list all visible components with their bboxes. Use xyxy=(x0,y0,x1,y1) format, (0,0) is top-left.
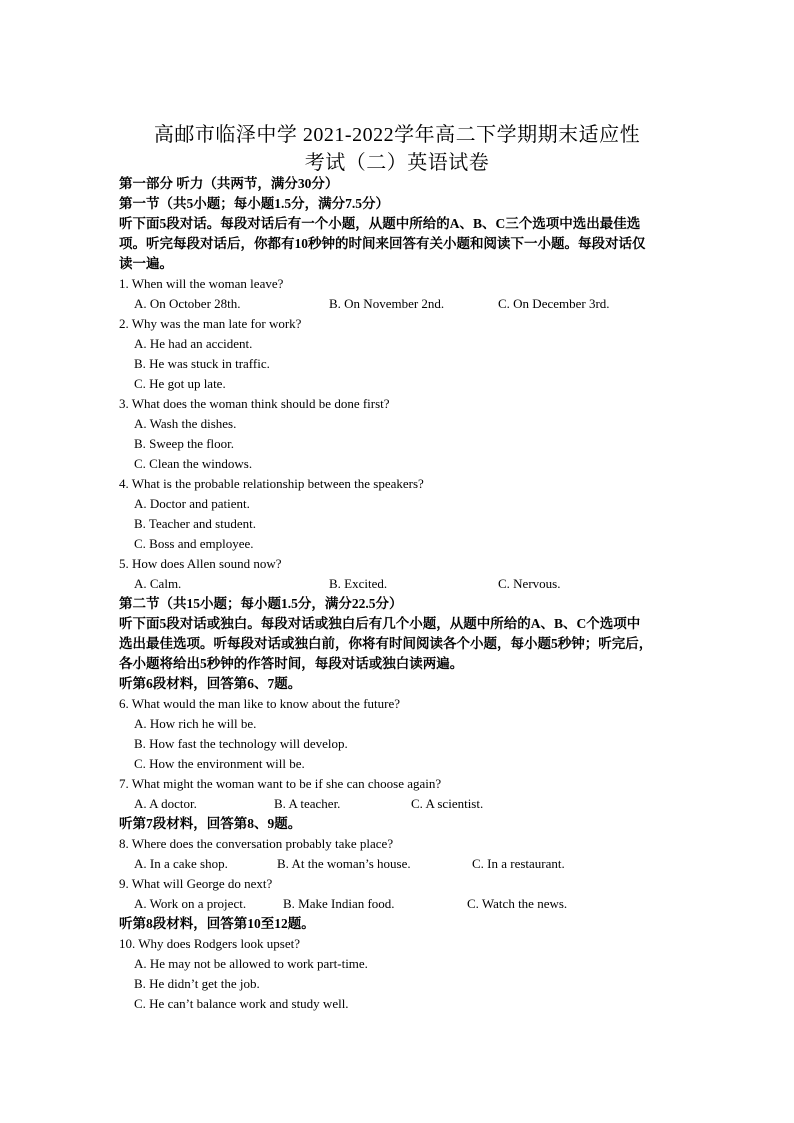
question-4-stem: 4. What is the probable relationship between the speakers? xyxy=(119,476,424,491)
material-7-heading: 听第7段材料，回答第8、9题。 xyxy=(119,816,302,831)
question-7-stem: 7. What might the woman want to be if she can choose again? xyxy=(119,776,442,791)
exam-title-line2: 考试（二）英语试卷 xyxy=(304,152,490,174)
question-3-option-b: B. Sweep the floor. xyxy=(134,436,235,451)
material-6-heading: 听第6段材料，回答第6、7题。 xyxy=(119,676,302,691)
section1-heading: 第一节（共5小题；每小题1.5分，满分7.5分） xyxy=(119,196,389,211)
question-9-stem: 9. What will George do next? xyxy=(119,876,273,891)
question-4-option-c: C. Boss and employee. xyxy=(134,536,254,551)
question-3-option-c: C. Clean the windows. xyxy=(134,456,253,471)
question-2-stem: 2. Why was the man late for work? xyxy=(119,316,302,331)
question-3-option-a: A. Wash the dishes. xyxy=(134,416,237,431)
question-10-option-a: A. He may not be allowed to work part-time. xyxy=(134,956,368,971)
question-1-option-a: A. On October 28th. xyxy=(134,296,241,311)
exam-title-line1: 高邮市临泽中学 2021-2022学年高二下学期期末适应性 xyxy=(153,124,641,146)
question-3-stem: 3. What does the woman think should be done first? xyxy=(119,396,390,411)
section2-instruction-line3: 各小题将给出5秒钟的作答时间，每段对话或独白读两遍。 xyxy=(119,656,464,671)
question-2-option-c: C. He got up late. xyxy=(134,376,226,391)
question-6-option-c: C. How the environment will be. xyxy=(134,756,305,771)
question-2-option-a: A. He had an accident. xyxy=(134,336,253,351)
section1-instruction-line3: 读一遍。 xyxy=(119,256,173,271)
part1-heading: 第一部分 听力（共两节，满分30分） xyxy=(119,176,339,191)
question-8-stem: 8. Where does the conversation probably take place? xyxy=(119,836,394,851)
section2-instruction-line2: 选出最佳选项。听每段对话或独白前，你将有时间阅读各个小题，每小题5秒钟；听完后， xyxy=(119,636,653,651)
question-10-stem: 10. Why does Rodgers look upset? xyxy=(119,936,301,951)
question-8-option-c: C. In a restaurant. xyxy=(472,856,565,871)
question-4-option-b: B. Teacher and student. xyxy=(134,516,256,531)
question-1-option-c: C. On December 3rd. xyxy=(498,296,610,311)
question-9-option-c: C. Watch the news. xyxy=(467,896,568,911)
question-6-stem: 6. What would the man like to know about the future? xyxy=(119,696,400,711)
section2-instruction-line1: 听下面5段对话或独白。每段对话或独白后有几个小题，从题中所给的A、B、C个选项中 xyxy=(119,616,641,631)
question-10-option-c: C. He can’t balance work and study well. xyxy=(134,996,349,1011)
material-8-heading: 听第8段材料，回答第10至12题。 xyxy=(119,916,315,931)
question-1-option-b: B. On November 2nd. xyxy=(329,296,445,311)
question-5-option-c: C. Nervous. xyxy=(498,576,561,591)
section1-instruction-line1: 听下面5段对话。每段对话后有一个小题，从题中所给的A、B、C三个选项中选出最佳选 xyxy=(119,216,641,231)
section2-heading: 第二节（共15小题；每小题1.5分，满分22.5分） xyxy=(119,596,403,611)
question-7-option-c: C. A scientist. xyxy=(411,796,484,811)
question-5-option-b: B. Excited. xyxy=(329,576,388,591)
question-10-option-b: B. He didn’t get the job. xyxy=(134,976,260,991)
question-9-option-b: B. Make Indian food. xyxy=(283,896,395,911)
question-6-option-b: B. How fast the technology will develop. xyxy=(134,736,348,751)
question-5-option-a: A. Calm. xyxy=(134,576,182,591)
question-9-option-a: A. Work on a project. xyxy=(134,896,247,911)
question-1-stem: 1. When will the woman leave? xyxy=(119,276,284,291)
question-8-option-b: B. At the woman’s house. xyxy=(277,856,411,871)
question-5-stem: 5. How does Allen sound now? xyxy=(119,556,282,571)
question-8-option-a: A. In a cake shop. xyxy=(134,856,228,871)
question-7-option-b: B. A teacher. xyxy=(274,796,341,811)
question-7-option-a: A. A doctor. xyxy=(134,796,197,811)
section1-instruction-line2: 项。听完每段对话后，你都有10秒钟的时间来回答有关小题和阅读下一小题。每段对话仅 xyxy=(119,236,646,251)
question-4-option-a: A. Doctor and patient. xyxy=(134,496,250,511)
question-6-option-a: A. How rich he will be. xyxy=(134,716,257,731)
question-2-option-b: B. He was stuck in traffic. xyxy=(134,356,270,371)
